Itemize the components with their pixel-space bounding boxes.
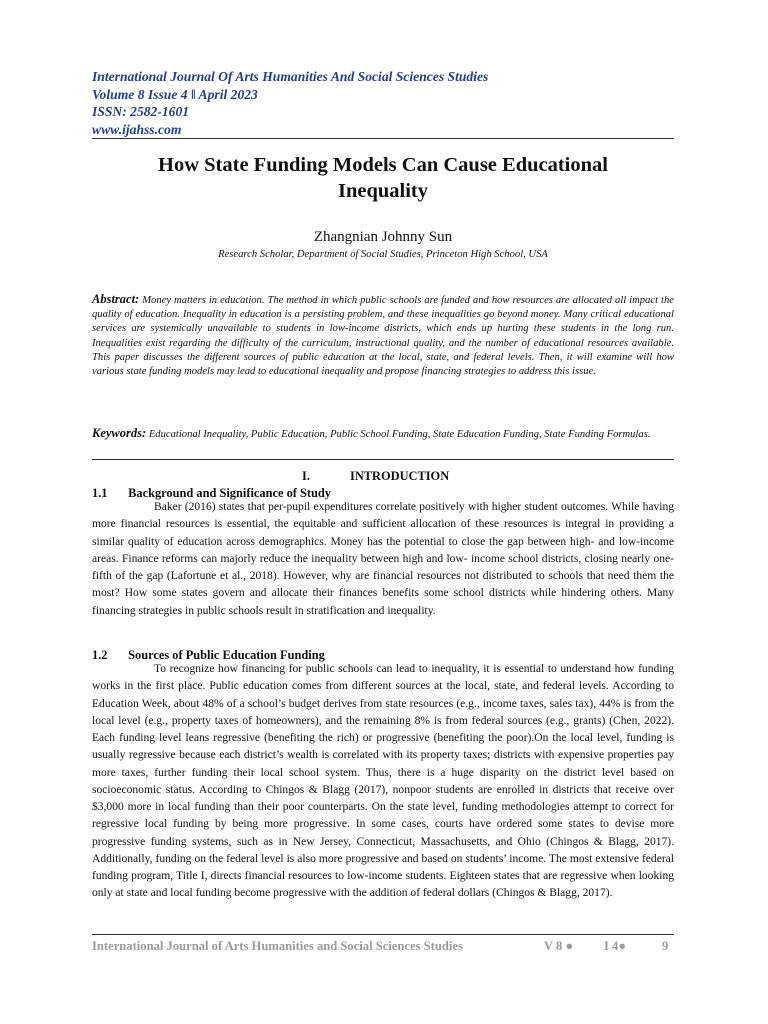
section-title: INTRODUCTION bbox=[350, 469, 450, 483]
header-divider bbox=[92, 138, 674, 139]
paper-page bbox=[92, 0, 674, 1024]
subsection-title: Sources of Public Education Funding bbox=[128, 648, 325, 662]
paper-title-line1: How State Funding Models Can Cause Educational bbox=[158, 154, 608, 176]
paragraph-text: Baker (2016) states that per-pupil expenditures correlate positively with higher student outcomes. While having more financial resources is essential, the equitable and sufficient allocation of these resources is integral in providing a similar quality of education across demographics. Money has the potential to close the gap between high- and low-income areas. Finance reforms can majorly reduce the inequality between high and low- income school districts, closing nearly one-fifth of the gap (Lafortune et al., 2018). However, why are financial resources not distributed to schools that need them the most? How some states govern and allocate their finances benefits some school districts while hindering others. Many financing strategies in public schools result in stratification and inequality. bbox=[92, 501, 674, 617]
abstract-label: Abstract: bbox=[92, 292, 140, 306]
footer-journal: International Journal of Arts Humanities and Social Sciences Studies bbox=[92, 939, 463, 953]
keywords-text: Educational Inequality, Public Education, Public School Funding, State Education Funding, State Funding Formulas. bbox=[148, 429, 651, 440]
journal-issn: ISSN: 2582-1601 bbox=[92, 104, 190, 120]
section-number: I. bbox=[302, 469, 310, 483]
subsection-number: 1.2 bbox=[92, 648, 108, 662]
paragraph-text: To recognize how financing for public schools can lead to inequality, it is essential to understand how funding works in the first place. Public education comes from different sources at the local, state, and federal levels. According to Education Week, about 48% of a school’s budget derives from state resources (e.g., income taxes, sales tax), 44% is from the local level (e.g., property taxes of homeowners), and the remaining 8% is from federal sources (e.g., grants) (Chen, 2022). Each funding level leans regressive (benefiting the rich) or progressive (benefiting the poor).On the local level, funding is usually regressive because each district’s wealth is correlated with its property taxes; districts with expensive properties pay more taxes, further funding their local school system. Thus, there is a huge disparity on the district level based on socioeconomic status. According to Chingos & Blagg (2017), nonpoor students are enrolled in districts that receive over $3,000 more in local funding than their poor counterparts. On the state level, funding methodologies attempt to correct for regressive local funding by being more progressive. In some cases, courts have ordered some states to devise more progressive funding systems, such as in New Jersey, Connecticut, Massachusetts, and Ohio (Chingos & Blagg, 2017). Additionally, funding on the federal level is also more progressive and based on students’ income. The most extensive federal funding program, Title I, directs financial resources to low-income students. Eighteen states that are regressive when looking only at state and local funding become progressive with the addition of federal dollars (Chingos & Blagg, 2017). bbox=[92, 663, 674, 900]
footer-divider bbox=[92, 934, 674, 935]
body-paragraph-1-1 bbox=[92, 499, 674, 620]
keywords-label: Keywords: bbox=[92, 426, 147, 440]
keywords-divider bbox=[92, 459, 674, 460]
journal-volume: Volume 8 Issue 4 ǁ April 2023 bbox=[92, 86, 258, 102]
journal-header bbox=[92, 68, 674, 138]
author-name: Zhangnian Johnny Sun bbox=[313, 229, 453, 245]
body-paragraph-1-2 bbox=[92, 661, 674, 903]
journal-name: International Journal Of Arts Humanities And Social Sciences Studies bbox=[92, 69, 489, 84]
journal-website[interactable]: www.ijahss.com bbox=[92, 121, 182, 137]
paper-title-line2: Inequality bbox=[338, 180, 428, 202]
footer-issue: I 4● bbox=[604, 939, 626, 953]
footer-volume: V 8 ● bbox=[544, 939, 574, 953]
author-affiliation: Research Scholar, Department of Social Studies, Princeton High School, USA bbox=[218, 249, 548, 260]
subsection-title: Background and Significance of Study bbox=[128, 486, 331, 500]
abstract-text: Money matters in education. The method in which public schools are funded and how resources are allocated all impact the quality of education. Inequality in education is a persisting problem, and these inequalities go beyond money. Many critical educational services are systemically unavailable to students in low-income districts, which ends up hurting these students in the long run. Inequalities exist regarding the difficulty of the curriculum, instructional quality, and the number of educational resources available. This paper discusses the different sources of public education at the local, state, and federal levels. Then, it will examine will how various state funding models may lead to educational inequality and propose financing strategies to address this issue. bbox=[92, 295, 674, 378]
subsection-number: 1.1 bbox=[92, 486, 108, 500]
abstract bbox=[92, 292, 674, 379]
page-number: 9 bbox=[662, 939, 669, 953]
keywords bbox=[92, 426, 674, 442]
paper-title bbox=[92, 152, 674, 204]
